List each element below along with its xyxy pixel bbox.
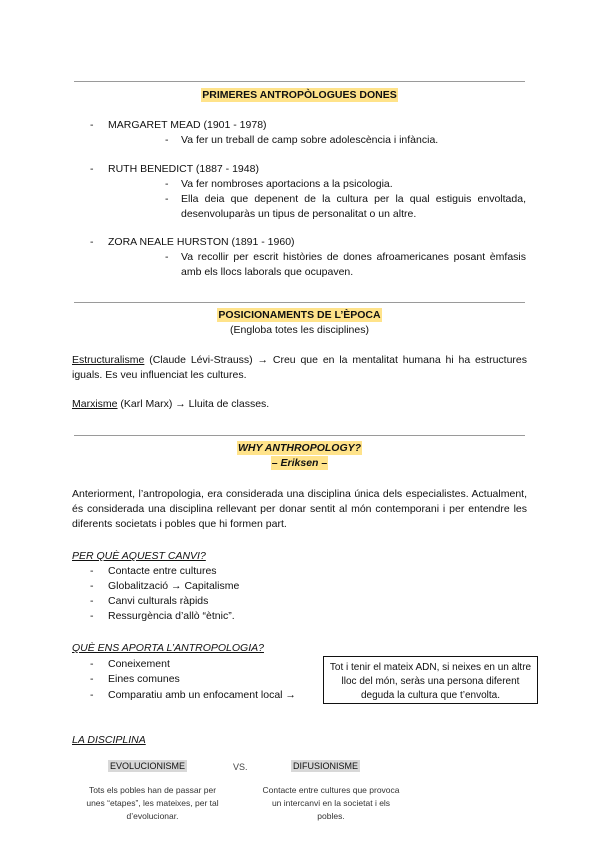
list-item: Comparatiu amb un enfocament local → <box>108 689 296 701</box>
section-author <box>74 457 525 469</box>
section-title-positions <box>74 309 525 321</box>
sub-dash: - <box>165 193 169 205</box>
person-name: RUTH BENEDICT (1887 - 1948) <box>108 163 259 175</box>
discipline-heading: LA DISCIPLINA <box>72 734 146 746</box>
section-title-text: WHY ANTHROPOLOGY? <box>237 442 362 454</box>
vs-label: VS. <box>233 762 248 772</box>
section-title-text: PRIMERES ANTROPÒLOGUES DONES <box>202 89 397 101</box>
marxism-text: (Karl Marx) → Lluita de classes. <box>117 398 270 410</box>
section-title-anthropologists <box>74 89 525 101</box>
list-dash: - <box>90 163 94 175</box>
person-name: ZORA NEALE HURSTON (1891 - 1960) <box>108 236 295 248</box>
marxism-term: Marxisme <box>72 398 118 410</box>
structuralism-paragraph <box>72 353 527 383</box>
sub-dash: - <box>165 134 169 146</box>
divider-lower <box>74 435 525 436</box>
structuralism-text: (Claude Lévi-Strauss) → Creu que en la mentalitat humana hi ha estructures iguals. Es veu influenciat les cultures. <box>72 354 527 381</box>
diffusionism-description: Contacte entre cultures que provoca un intercanvi en la societat i els pobles. <box>262 785 400 821</box>
author-text: – Eriksen – <box>271 457 328 469</box>
evolutionism-text: EVOLUCIONISME <box>110 761 186 771</box>
diffusionism-text: DIFUSIONISME <box>293 761 359 771</box>
section-title-why <box>74 442 525 454</box>
diffusionism-label <box>291 761 360 771</box>
change-heading: PER QUÈ AQUEST CANVI? <box>72 550 206 562</box>
list-dash: - <box>90 236 94 248</box>
person-note: Va fer un treball de camp sobre adolescència i infància. <box>181 134 439 146</box>
intro-paragraph: Anteriorment, l’antropologia, era considerada una disciplina única dels especialistes. Actualment, és considerada una disciplina rellevant per donar sentit al món contemporani i per entendre les diferents societats i pobles que hi formen part. <box>72 488 527 530</box>
list-item: Ressurgència d’allò “ètnic”. <box>108 610 235 622</box>
list-dash: - <box>90 658 94 670</box>
section-title-text: POSICIONAMENTS DE L’ÈPOCA <box>218 309 381 321</box>
list-item: Globalització → Capitalisme <box>108 580 240 592</box>
divider-middle <box>74 302 525 303</box>
list-item: Canvi culturals ràpids <box>108 595 209 607</box>
list-dash: - <box>90 580 94 592</box>
evolutionism-label <box>108 761 187 771</box>
list-item: Eines comunes <box>108 673 180 685</box>
list-dash: - <box>90 595 94 607</box>
person-note: Va fer nombroses aportacions a la psicologia. <box>181 178 393 190</box>
person-name: MARGARET MEAD (1901 - 1978) <box>108 119 267 131</box>
list-dash: - <box>90 565 94 577</box>
marxism-paragraph <box>72 397 527 412</box>
list-item: Coneixement <box>108 658 170 670</box>
person-note: Va recollir per escrit històries de dones afroamericanes posant èmfasis amb els llocs laborals que ocupaven. <box>181 251 526 278</box>
list-dash: - <box>90 119 94 131</box>
divider-top <box>74 81 525 82</box>
evolutionism-description: Tots els pobles han de passar per unes “etapes”, les mateixes, per tal d’evolucionar. <box>86 785 219 821</box>
list-item: Contacte entre cultures <box>108 565 217 577</box>
section-subtitle: (Engloba totes les disciplines) <box>230 324 369 336</box>
structuralism-term: Estructuralisme <box>72 354 145 366</box>
sub-dash: - <box>165 178 169 190</box>
culture-note-box: Tot i tenir el mateix ADN, si neixes en un altre lloc del món, seràs una persona diferent deguda la cultura que t’envolta. <box>323 656 538 704</box>
list-dash: - <box>90 689 94 701</box>
list-dash: - <box>90 610 94 622</box>
sub-dash: - <box>165 251 169 263</box>
list-dash: - <box>90 673 94 685</box>
person-note: Ella deia que depenent de la cultura per la qual estiguis envoltada, desenvoluparàs un tipus de personalitat o un altre. <box>181 193 526 220</box>
contribution-heading: QUÈ ENS APORTA L’ANTROPOLOGIA? <box>72 642 264 654</box>
